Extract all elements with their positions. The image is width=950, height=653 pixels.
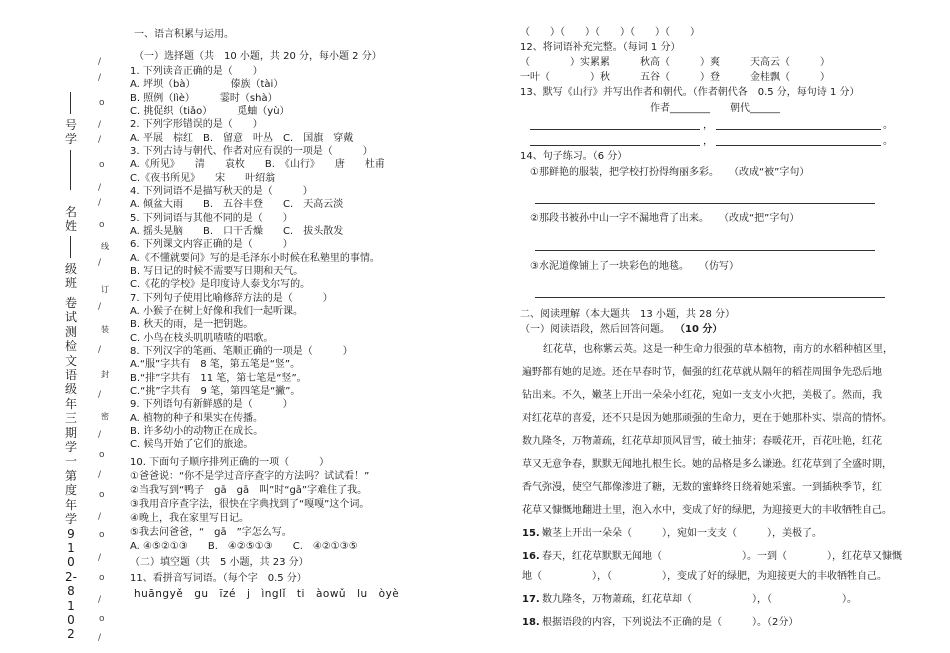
student-id-label: 号学 [64, 118, 77, 146]
question-line: 4. 下列词语不是描写秋天的是（ ） [130, 186, 313, 197]
section-heading: 一、语言积累与运用。 [134, 29, 234, 40]
binding-dot: o [99, 220, 105, 230]
passage-line: 花草又慷慨地翻进土里，泡入水中，变成了好的绿肥，为迎接更大的丰收牺牲自己。 [522, 505, 892, 516]
question-line: 2. 下列字形错误的是（ ） [130, 119, 263, 130]
answer-line [535, 203, 875, 204]
option-line: C. 小鸟在枝头叽叽喳喳的唱歌。 [130, 333, 274, 344]
question-line: 3. 下列古诗与朝代、作者对应有误的一项是（ ） [130, 146, 373, 157]
question-line: 嫩茎上开出一朵朵（ ），宛如一支支（ ），美极了。 [542, 528, 822, 539]
sentence-task: ②那段书被孙中山一字不漏地背了出来。 （改成“把”字句） [530, 213, 800, 224]
option-line: C. 候鸟开始了它们的旅途。 [130, 439, 254, 450]
seal-char-mi: 密 [101, 412, 109, 421]
answer-line [716, 145, 881, 146]
question-line: 5. 下列词语与其他不同的是（ ） [130, 213, 293, 224]
binding-dot: o [99, 573, 105, 583]
sentence-task: ①那鲜艳的服装，把学校打扮得绚丽多彩。 （改成“被”字句） [530, 167, 810, 178]
passage-line: 草又无意争春，默默无闻地扎根生长。她的品格是多么谦逊。红花草到了全盛时期， [522, 459, 892, 470]
option-line: C.《花的学校》是印度诗人泰戈尔写的。 [130, 279, 311, 290]
sentence-line: ③我用音序查字法，很快在字典找到了“嘎嘎”这个词。 [130, 499, 370, 510]
question-line: 9. 下列语句有新鲜感的是（ ） [130, 399, 293, 410]
sentence-line: ⑤我去问爸爸，“ gā ”字怎么写。 [130, 527, 292, 538]
answer-line [530, 129, 700, 130]
binding-dot: o [99, 530, 105, 540]
passage-line: 遍野都有她的足迹。还在早春时节，倔强的红花草就从隔年的稻茬周围争先恐后地 [522, 367, 882, 378]
punctuation: 。 [883, 120, 893, 131]
passage-line: 红花草，也称紫云英。这是一种生命力很强的草本植物，南方的水稻种植区里， [543, 344, 893, 355]
class-label: 级班 [64, 262, 77, 290]
idiom-row: 一叶（ ）秋 五谷（ ）登 金桂飘（ ） [520, 72, 830, 83]
option-line: B. 写日记的时候不需要写日期和天气。 [130, 266, 304, 277]
question-line: 11、看拼音写词语。（每个字 0.5 分） [130, 573, 307, 584]
question-line: 6. 下列课文内容正确的是（ ） [130, 239, 293, 250]
author-dynasty-row: 作者________ 朝代______ [650, 103, 780, 114]
question-line: 12、将词语补充完整。（每词 1 分） [520, 42, 681, 53]
passage-line: 钻出来。不久，嫩茎上开出一朵朵小红花，宛如一支支小火把，美极了。然而，我 [522, 390, 882, 401]
points-label: （10 分） [675, 324, 723, 335]
underline [70, 92, 71, 114]
binding-dot: o [99, 450, 105, 460]
question-line: 10. 下面句子顺序排列正确的一项（ ） [130, 457, 330, 468]
binding-dot: o [99, 160, 105, 170]
answer-line [530, 145, 700, 146]
seal-char-xian: 线 [101, 242, 109, 251]
binding-margin: 号学 名姓 级班 卷试测检文语级年三期学一第度年学9102-8102 线 订 装 封 密 / / o / / o / / o / / / / / o / o / o / o / o / [0, 0, 120, 653]
question-line: 8. 下列汉字的笔画、笔顺正确的一项是（ ） [130, 346, 353, 357]
subsection-heading: （一）选择题（共 10 小题，共 20 分，每小题 2 分） [134, 51, 382, 62]
sentence-line: ①爸爸说：“你不是学过音序查字的方法吗？试试看！” [130, 471, 370, 482]
option-line: A.《所见》 清 袁枚 B. 《山行》 唐 杜甫 [130, 159, 385, 170]
option-line: B. 许多幼小的动物正在成长。 [130, 426, 264, 437]
option-line: C.《夜书所见》 宋 叶绍翁 [130, 173, 276, 184]
question-number: 16. [522, 551, 540, 562]
option-line: A. 倾盆大雨 B. 五谷丰登 C. 天高云淡 [130, 199, 344, 210]
sentence-line: ②当我写到“鸭子 gā gā 叫”时“gā”字难住了我。 [130, 485, 368, 496]
question-number: 18. [522, 617, 540, 628]
binding-dot: o [99, 98, 105, 108]
answer-line [535, 250, 875, 251]
question-line: 春天，红花草默默无闻地（ ）。一到（ ），红花草又慷慨 [542, 551, 902, 562]
question-line: 数九隆冬，万物萧疏，红花草却（ ），（ ）。 [542, 594, 857, 605]
question-line: 地（ ），（ ），变成了好的绿肥，为迎接更大的丰收牺牲自己。 [522, 571, 887, 582]
underline [70, 150, 71, 190]
pinyin-row: huāngyě gu īzé j ìnglǐ ti àowǔ lu òyè [134, 588, 400, 600]
option-line: A. 平展 棕红 B. 留意 叶丛 C. 国旗 穿戴 [130, 133, 354, 144]
option-line: A. 摇头晃脑 B. 口干舌燥 C. 拔头散发 [130, 226, 344, 237]
seal-char-zhuang: 装 [101, 325, 109, 334]
section-heading: 二、阅读理解（本大题共 13 小题，共 28 分） [520, 309, 735, 320]
question-line: 1. 下列读音正确的是（ ） [130, 66, 263, 77]
option-line: C. 挑促织（tiǎo） 觅蚰（yù） [130, 106, 290, 117]
seal-char-ding: 订 [101, 285, 109, 294]
punctuation: ， [703, 120, 713, 131]
question-number: 17. [522, 594, 540, 605]
option-line: A.《不懂就要问》写的是毛泽东小时候在私塾里的事情。 [130, 253, 380, 264]
option-line: A. ④⑤②①③ B. ④②⑤①③ C. ④②①③⑤ [130, 541, 358, 552]
question-number: 15. [522, 528, 540, 539]
option-line: C.“挑”字共有 9 笔，第四笔是“撇”。 [130, 386, 301, 397]
punctuation: 。 [883, 136, 893, 147]
passage-line: 数九隆冬，万物萧疏，红花草却顶风冒雪，破土抽芽；春暖花开，百花吐艳，红花 [522, 436, 882, 447]
question-line: 根据语段的内容，下列说法不正确的是（ ）。（2分） [542, 617, 799, 628]
seal-char-feng: 封 [101, 370, 109, 379]
option-line: A. 坪坝（bà） 傣族（tài） [130, 79, 284, 90]
question-line: 13、默写《山行》并写出作者和朝代。（作者朝代各 0.5 分，每句诗 1 分） [520, 87, 860, 98]
punctuation: ， [703, 136, 713, 147]
option-line: A. 植物的种子和果实在传播。 [130, 413, 264, 424]
question-line: 14、句子练习。（6 分） [520, 151, 628, 162]
option-line: B. 秋天的雨，是一把钥匙。 [130, 319, 254, 330]
answer-line [535, 297, 885, 298]
underline [70, 236, 71, 258]
option-line: A. 小猴子在树上好像和我们一起听课。 [130, 306, 304, 317]
passage-line: 香气弥漫，使空气都像渗进了糖，无数的蜜蜂终日绕着她采蜜。一到插秧季节，红 [522, 482, 882, 493]
question-line: 7. 下列句子使用比喻修辞方法的是（ ） [130, 293, 333, 304]
subsection-heading: （一）阅读语段，然后回答问题。 [520, 324, 670, 335]
answer-brackets: （ ）（ ）（ ）（ ）（ ） [520, 27, 700, 38]
sentence-line: ④晚上，我在家里写日记。 [130, 513, 249, 524]
answer-line [716, 129, 881, 130]
sentence-task: ③水泥道像铺上了一块彩色的地毯。 （仿写） [530, 261, 739, 272]
idiom-row: （ ）实累累 秋高（ ）爽 天高云（ ） [520, 57, 830, 68]
option-line: B. 照例（lìè） 霎时（shà） [130, 93, 278, 104]
subsection-heading: （二）填空题（共 5 小题，共 23 分） [130, 557, 309, 568]
option-line: A.“服”字共有 8 笔，第五笔是“竖”。 [130, 359, 301, 370]
name-label: 名姓 [64, 205, 77, 233]
exam-title-vertical: 卷试测检文语级年三期学一第度年学9102-8102 [64, 296, 77, 642]
binding-dot: o [99, 490, 105, 500]
option-line: B.“排”字共有 11 笔，第七笔是“竖”。 [130, 373, 307, 384]
binding-dot: o [99, 614, 105, 624]
passage-line: 对红花草的喜爱，还不只是因为她那顽强的生命力，更在于她那朴实、崇高的情怀。 [522, 413, 892, 424]
